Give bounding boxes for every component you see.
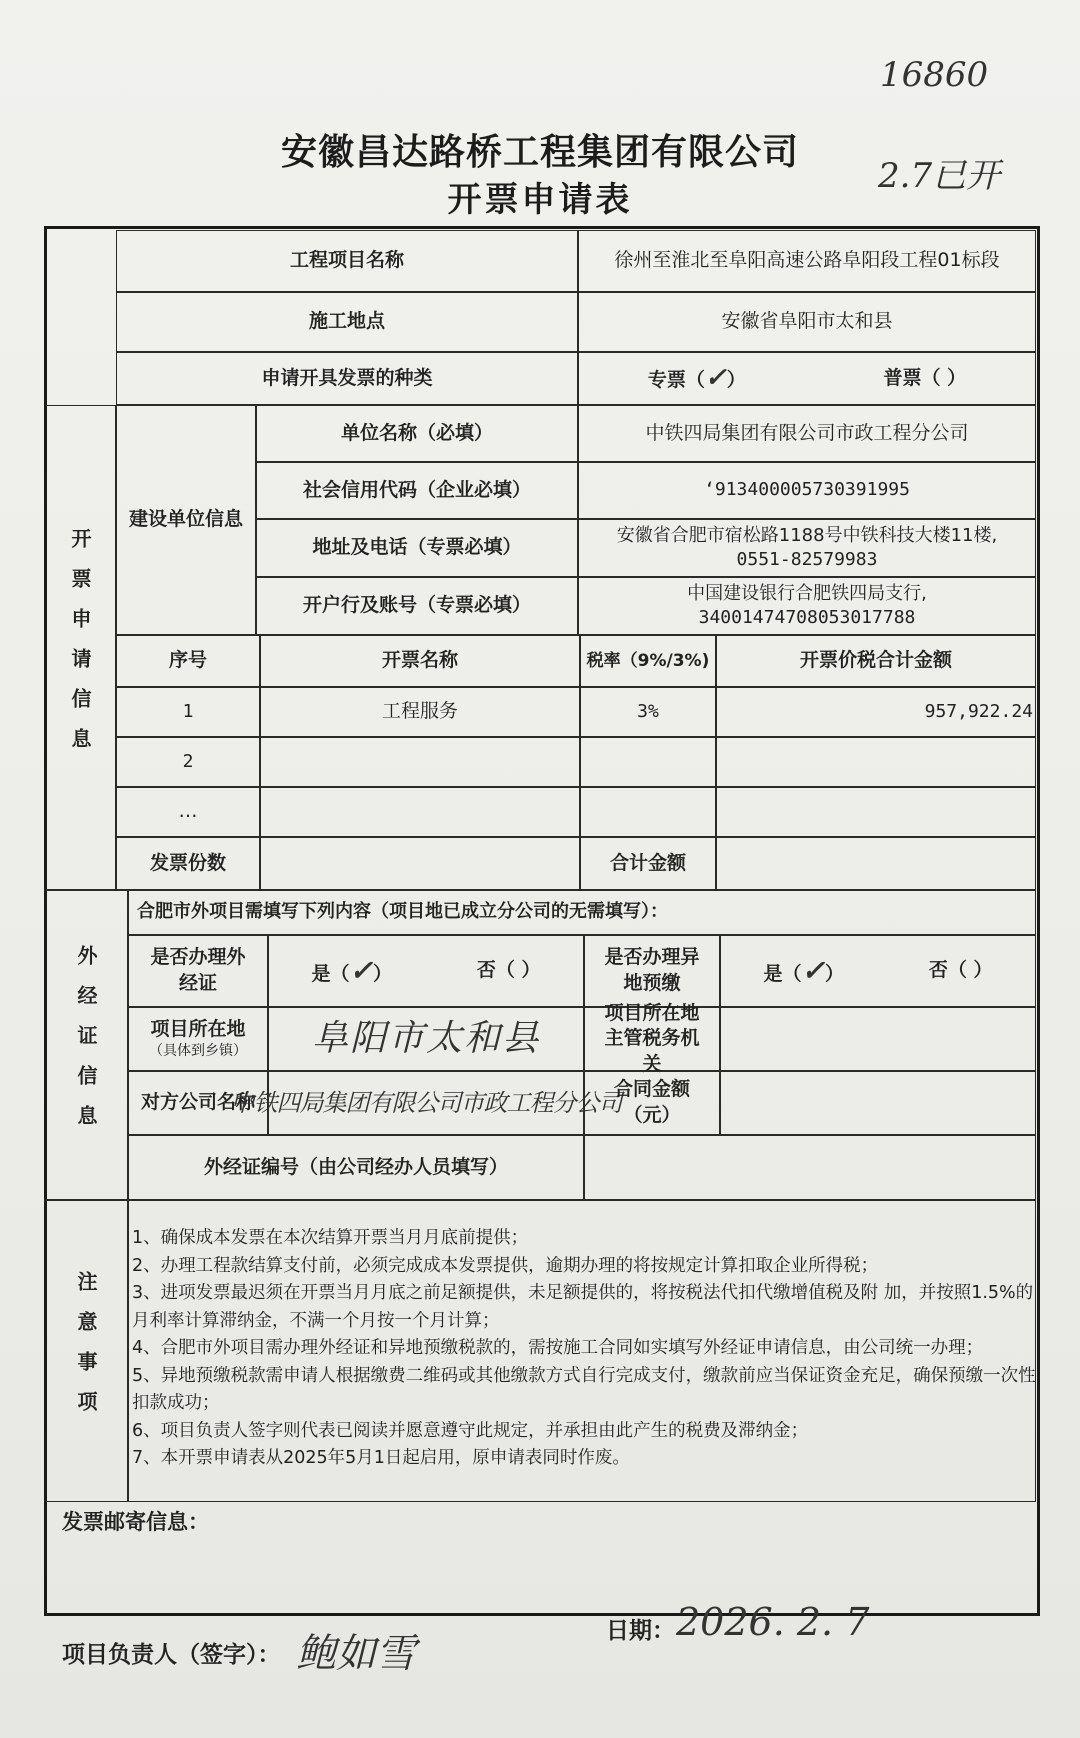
handwritten-top-note: 2.7已开 [878,156,1001,196]
row1-name: 工程服务 [260,687,580,737]
row2-name [260,737,580,787]
note-item: 3、进项发票最迟须在开票当月月底之前足额提供，未足额提供的，将按税法代扣代缴增值税及附 加，并按照1.5%的月利率计算滞纳金，不满一个月按一个月计算； [132,1283,1034,1331]
row2-amount [716,737,1036,787]
table-header-name: 开票名称 [260,635,580,687]
contract-amount-value [720,1071,1036,1135]
bank-value: 中国建设银行合肥铁四局支行, 34001474708053017788 [578,577,1036,635]
credit-code-value: ‘913400005730391995 [578,462,1036,519]
invoice-count-value [260,837,580,890]
cert-number-value [584,1135,1036,1200]
section-notes: 注意事项 [44,1200,128,1502]
note-item: 6、项目负责人签字则代表已阅读并愿意遵守此规定，并承担由此产生的税费及滞纳金； [132,1420,809,1441]
row1-amount: 957,922.24 [716,687,1036,737]
table-header-rate: 税率（9%/3%) [580,635,716,687]
cert-options [268,935,584,1007]
counterparty-label: 对方公司名称 [128,1071,268,1135]
credit-code-label: 社会信用代码（企业必填） [256,462,578,519]
table-header-amount: 开票价税合计金额 [716,635,1036,687]
notes-list [132,1225,1037,1473]
note-item: 7、本开票申请表从2025年5月1日起启用，原申请表同时作废。 [132,1448,630,1468]
note-item: 2、办理工程款结算支付前，必须完成成本发票提供，逾期办理的将按规定计算扣取企业所得税； [132,1255,879,1276]
form-title: 开票申请表 [447,180,633,220]
prepay-yes-option: 是（✓） [763,954,844,988]
cert-yes-option: 是（✓） [311,954,392,988]
row3-rate [580,787,716,837]
tax-office-value [720,1007,1036,1071]
check-mark-icon: ✓ [704,362,727,393]
row1-rate: 3% [580,687,716,737]
date-label: 日期： [606,1618,675,1644]
date-value: 2026. 2. 7 [676,1600,870,1644]
outbound-instruction: 合肥市外项目需填写下列内容（项目地已成立分公司的无需填写）： [128,890,1036,935]
unit-name-value: 中铁四局集团有限公司市政工程分公司 [578,405,1036,462]
row3-seq: … [116,787,260,837]
row2-seq: 2 [116,737,260,787]
project-location-value: 阜阳市太和县 [268,1007,584,1071]
signature: 鲍如雪 [296,1631,416,1677]
address-value: 安徽省合肥市宿松路1188号中铁科技大楼11楼, 0551-82579983 [578,519,1036,577]
check-mark-icon: ✓ [801,954,825,988]
prepay-options [720,935,1036,1007]
location-label: 施工地点 [116,292,578,352]
section-outbound-cert: 外经证信息 [44,890,128,1200]
normal-invoice-option: 普票（ ） [883,366,967,389]
company-title: 安徽昌达路桥工程集团有限公司 [280,132,799,173]
signer-label: 项目负责人（签字）： [62,1642,281,1668]
unit-name-label: 单位名称（必填） [256,405,578,462]
mailing-label: 发票邮寄信息： [62,1510,209,1534]
note-item: 5、异地预缴税款需申请人根据缴费二维码或其他缴款方式自行完成支付，缴款前应当保证资金充足，确保预缴一次性扣款成功； [132,1365,1036,1413]
invoice-type-options [578,352,1036,405]
prepay-no-option: 否（ ） [928,959,993,982]
cert-no-option: 否（ ） [476,959,541,982]
builder-group-label: 建设单位信息 [116,405,256,635]
total-amount-value [716,837,1036,890]
location-value: 安徽省阜阳市太和县 [578,292,1036,352]
invoice-count-label: 发票份数 [116,837,260,890]
section-invoice-info: 开票申请信息 [44,405,116,890]
address-label: 地址及电话（专票必填） [256,519,578,577]
contract-amount-label: 合同金额（元） [584,1071,720,1135]
note-item: 4、合肥市外项目需办理外经证和异地预缴税款的，需按施工合同如实填写外经证申请信息，由公司统一办理； [132,1338,984,1358]
cert-number-label: 外经证编号（由公司经办人员填写） [128,1135,584,1200]
check-mark-icon: ✓ [349,954,373,988]
total-amount-label: 合计金额 [580,837,716,890]
counterparty-value: 中铁四局集团有限公司市政工程分公司 [268,1071,584,1135]
row1-seq: 1 [116,687,260,737]
project-name-label: 工程项目名称 [116,230,578,292]
table-header-seq: 序号 [116,635,260,687]
cert-label: 是否办理外经证 [128,935,268,1007]
handwritten-top-number: 16860 [880,55,989,95]
special-invoice-option: 专票（✓） [647,362,746,393]
prepay-label: 是否办理异地预缴 [584,935,720,1007]
note-item: 1、确保成本发票在本次结算开票当月月底前提供； [132,1228,529,1248]
row3-amount [716,787,1036,837]
row2-rate [580,737,716,787]
project-name-value: 徐州至淮北至阜阳高速公路阜阳段工程01标段 [578,230,1036,292]
row3-name [260,787,580,837]
project-location-label: 项目所在地 （具体到乡镇） [128,1007,268,1071]
bank-label: 开户行及账号（专票必填） [256,577,578,635]
tax-office-label: 项目所在地主管税务机关 [584,1007,720,1071]
invoice-type-label: 申请开具发票的种类 [116,352,578,405]
